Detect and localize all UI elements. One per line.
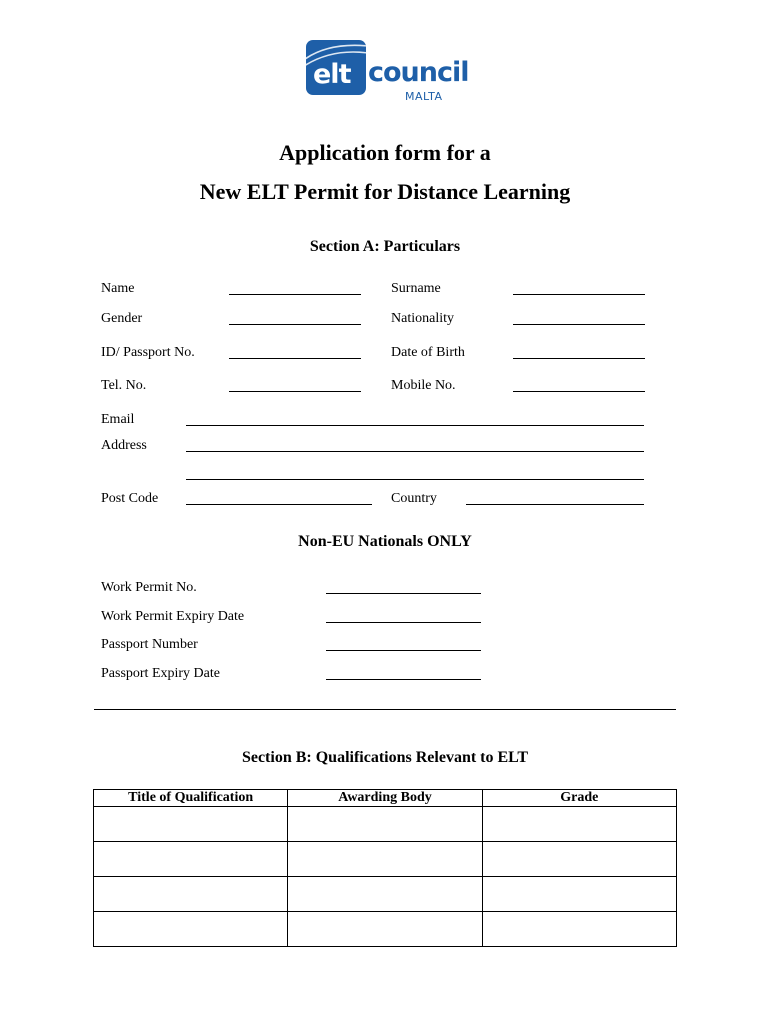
surname-label: Surname	[391, 281, 441, 296]
passport-expiry-field[interactable]	[326, 679, 481, 680]
form-title-line2: New ELT Permit for Distance Learning	[199, 179, 571, 204]
dob-field[interactable]	[513, 358, 645, 359]
passport-number-field[interactable]	[326, 650, 481, 651]
table-cell[interactable]	[482, 877, 676, 912]
table-row	[94, 877, 677, 912]
column-header-grade: Grade	[482, 790, 676, 807]
table-cell[interactable]	[288, 842, 482, 877]
work-permit-no-label: Work Permit No.	[101, 580, 197, 595]
section-a-heading: Section A: Particulars	[309, 238, 461, 255]
section-divider	[94, 709, 676, 710]
mobile-field[interactable]	[513, 391, 645, 392]
table-cell[interactable]	[288, 807, 482, 842]
form-title-line1: Application form for a	[279, 140, 491, 165]
column-header-title: Title of Qualification	[94, 790, 288, 807]
surname-field[interactable]	[513, 294, 645, 295]
email-field[interactable]	[186, 425, 644, 426]
address-field-line2[interactable]	[186, 479, 644, 480]
country-field[interactable]	[466, 504, 644, 505]
nationality-field[interactable]	[513, 324, 645, 325]
table-row	[94, 912, 677, 947]
table-cell[interactable]	[94, 807, 288, 842]
table-cell[interactable]	[482, 842, 676, 877]
column-header-awarding-body: Awarding Body	[288, 790, 482, 807]
tel-label: Tel. No.	[101, 378, 147, 393]
table-header-row	[94, 790, 677, 807]
tel-field[interactable]	[229, 391, 361, 392]
passport-number-label: Passport Number	[101, 637, 198, 652]
logo-council-text: council	[368, 57, 469, 88]
table-row	[94, 807, 677, 842]
elt-council-logo	[306, 40, 469, 106]
table-cell[interactable]	[94, 877, 288, 912]
logo-badge	[306, 40, 366, 95]
table-row	[94, 842, 677, 877]
id-passport-label: ID/ Passport No.	[101, 345, 195, 360]
address-field-line1[interactable]	[186, 451, 644, 452]
mobile-label: Mobile No.	[391, 378, 456, 393]
work-permit-expiry-field[interactable]	[326, 622, 481, 623]
table-cell[interactable]	[482, 912, 676, 947]
gender-field[interactable]	[229, 324, 361, 325]
dob-label: Date of Birth	[391, 345, 465, 360]
post-code-field[interactable]	[186, 504, 372, 505]
section-b-heading: Section B: Qualifications Relevant to ELT	[241, 749, 529, 766]
non-eu-heading: Non-EU Nationals ONLY	[298, 533, 472, 550]
name-field[interactable]	[229, 294, 361, 295]
logo-country-text: MALTA	[405, 90, 443, 103]
table-cell[interactable]	[288, 877, 482, 912]
post-code-label: Post Code	[101, 491, 159, 506]
work-permit-expiry-label: Work Permit Expiry Date	[101, 609, 245, 624]
logo-elt-text: elt	[313, 59, 351, 90]
country-label: Country	[391, 491, 437, 506]
address-label: Address	[101, 438, 147, 453]
passport-expiry-label: Passport Expiry Date	[101, 666, 220, 681]
qualifications-table	[93, 789, 677, 947]
work-permit-no-field[interactable]	[326, 593, 481, 594]
name-label: Name	[101, 281, 135, 296]
id-passport-field[interactable]	[229, 358, 361, 359]
gender-label: Gender	[101, 311, 143, 326]
email-label: Email	[101, 412, 135, 427]
table-cell[interactable]	[94, 912, 288, 947]
table-cell[interactable]	[482, 807, 676, 842]
nationality-label: Nationality	[391, 311, 454, 326]
table-cell[interactable]	[94, 842, 288, 877]
table-cell[interactable]	[288, 912, 482, 947]
